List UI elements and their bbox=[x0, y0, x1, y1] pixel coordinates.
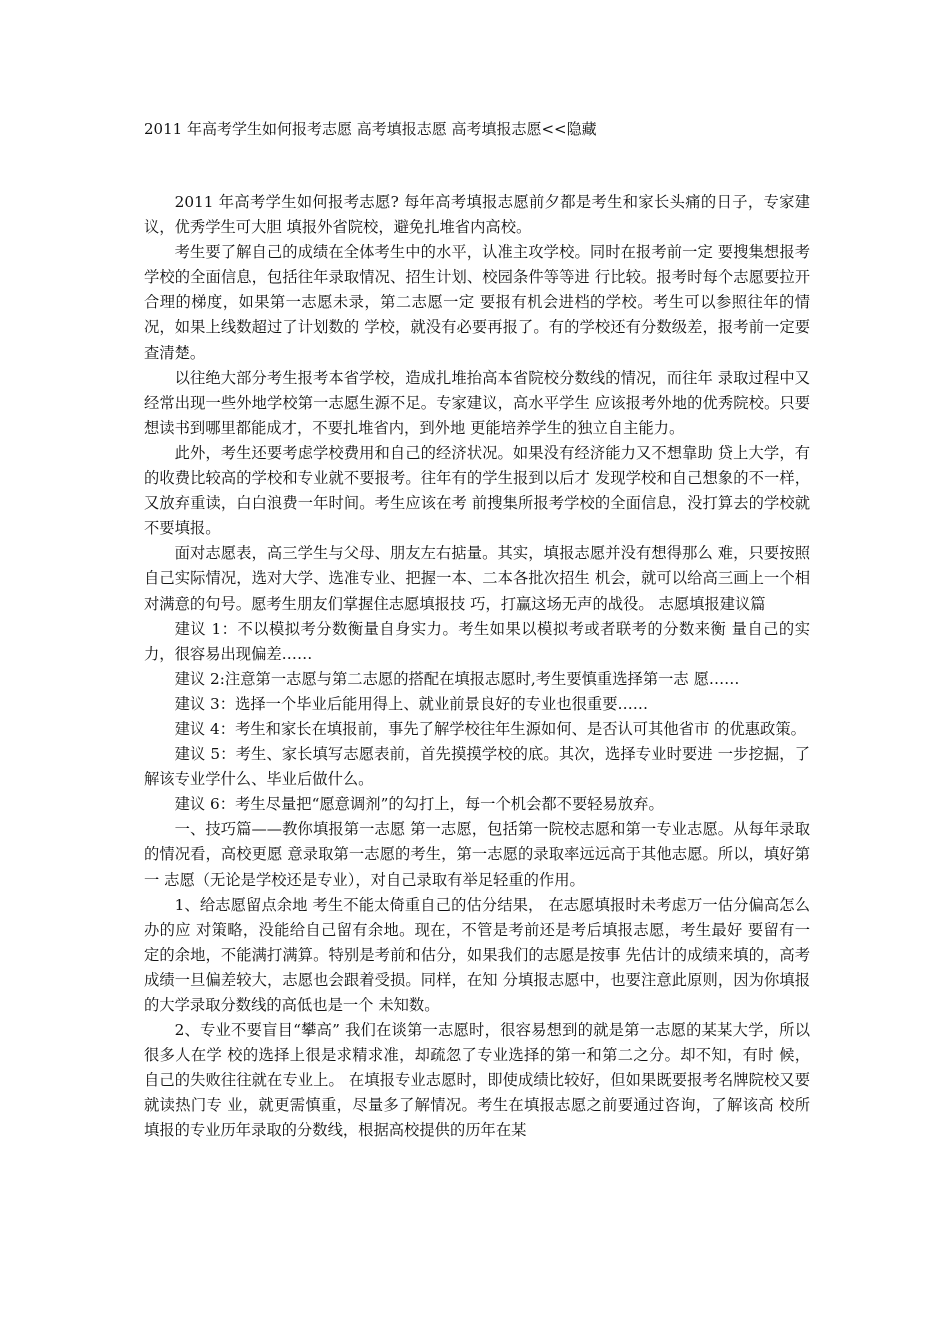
paragraph-cost: 此外，考生还要考虑学校费用和自己的经济状况。如果没有经济能力又不想靠助 贷上大学，有的收费比较高的学校和专业就不要报考。往年有的学生报到以后才 发现学校和自己想象的不一样，又放弃重读，白白浪费一年时间。考生应该在考 前搜集所报考学校的全面信息，没打算去的学校就不要填报。 bbox=[144, 443, 810, 538]
document-body bbox=[144, 190, 810, 1144]
paragraph-tip-major: 2、专业不要盲目“攀高” 我们在谈第一志愿时，很容易想到的就是第一志愿的某某大学，所以很多人在学 校的选择上很是求精求准，却疏忽了专业选择的第一和第二之分。却不知，有时 候，自己的失败往往就在专业上。 在填报专业志愿时，即使成绩比较好，但如果既要报考名牌院校又要就读热门专 业，就更需慎重，尽量多了解情况。考生在填报志愿之前要通过咨询，了解该高 校所填报的专业历年录取的分数线，根据高校提供的历年在某 bbox=[144, 1021, 810, 1140]
paragraph-advice-6: 建议 6：考生尽量把“愿意调剂”的勾打上，每一个机会都不要轻易放弃。 bbox=[174, 795, 664, 814]
paragraph-out-of-province: 以往绝大部分考生报考本省学校，造成扎堆抬高本省院校分数线的情况，而往年 录取过程中又经常出现一些外地学校第一志愿生源不足。专家建议，高水平学生 应该报考外地的优秀院校。只要想读书到哪里都能成才，不要扎堆省内，到外地 更能培养学生的独立自主能力。 bbox=[144, 368, 810, 437]
paragraph-target-school: 考生要了解自己的成绩在全体考生中的水平，认准主攻学校。同时在报考前一定 要搜集想报考学校的全面信息，包括往年录取情况、招生计划、校园条件等等进 行比较。报考时每个志愿要拉开合理的梯度，如果第一志愿未录，第二志愿一定 要报有机会进档的学校。考生可以参照往年的情况，如果上线数超过了计划数的 学校，就没有必要再报了。有的学校还有分数级差，报考前一定要查清楚。 bbox=[144, 243, 810, 362]
document-title: 2011 年高考学生如何报考志愿 高考填报志愿 高考填报志愿<<隐藏 bbox=[144, 120, 597, 138]
paragraph-advice-1: 建议 1：不以模拟考分数衡量自身实力。考生如果以模拟考或者联考的分数来衡 量自己的实力，很容易出现偏差…… bbox=[144, 619, 810, 663]
paragraph-application-form: 面对志愿表，高三学生与父母、朋友左右掂量。其实，填报志愿并没有想得那么 难，只要按照自己实际情况，选对大学、选准专业、把握一本、二本各批次招生 机会，就可以给高三画上一个相对满意的句号。愿考生朋友们掌握住志愿填报技 巧，打赢这场无声的战役。 志愿填报建议篇 bbox=[144, 544, 810, 613]
paragraph-advice-4: 建议 4：考生和家长在填报前，事先了解学校往年生源如何、是否认可其他省市 的优惠政策。 bbox=[174, 719, 806, 738]
paragraph-tip-leave-room: 1、给志愿留点余地 考生不能太倚重自己的估分结果， 在志愿填报时未考虑万一估分偏高怎么办的应 对策略，没能给自己留有余地。现在，不管是考前还是考后填报志愿，考生最好 要留有一定的余地，不能满打满算。特别是考前和估分，如果我们的志愿是按事 先估计的成绩来填的，高考成绩一旦偏差较大，志愿也会跟着受损。同样，在知 分填报志愿中，也要注意此原则，因为你填报的大学录取分数线的高低也是一个 未知数。 bbox=[144, 895, 810, 1014]
paragraph-advice-2: 建议 2:注意第一志愿与第二志愿的搭配在填报志愿时,考生要慎重选择第一志 愿…… bbox=[174, 669, 740, 688]
paragraph-intro: 2011 年高考学生如何报考志愿? 每年高考填报志愿前夕都是考生和家长头痛的日子，专家建议，优秀学生可大胆 填报外省院校，避免扎堆省内高校。 bbox=[144, 193, 810, 237]
paragraph-advice-3: 建议 3：选择一个毕业后能用得上、就业前景良好的专业也很重要…… bbox=[174, 694, 649, 713]
paragraph-tips-first-choice: 一、技巧篇——教你填报第一志愿 第一志愿，包括第一院校志愿和第一专业志愿。从每年录取的情况看，高校更愿 意录取第一志愿的考生，第一志愿的录取率远远高于其他志愿。所以，填好第一 志愿（无论是学校还是专业），对自己录取有举足轻重的作用。 bbox=[144, 820, 810, 889]
paragraph-advice-5: 建议 5：考生、家长填写志愿表前，首先摸摸学校的底。其次，选择专业时要进 一步挖掘，了解该专业学什么、毕业后做什么。 bbox=[144, 745, 810, 789]
